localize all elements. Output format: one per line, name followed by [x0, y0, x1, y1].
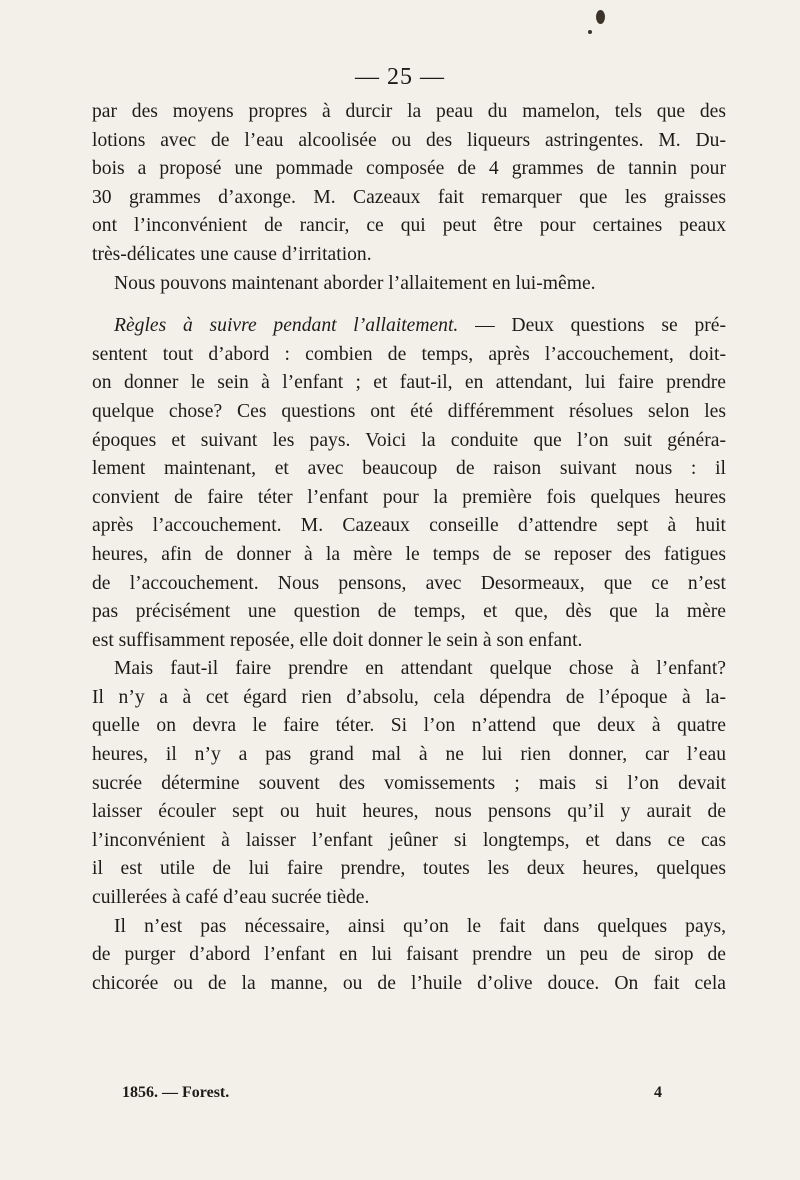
text-line: après l’accouchement. M. Cazeaux conseille d’attendre sept à huit — [92, 515, 726, 537]
signature-mark: 4 — [654, 1084, 662, 1101]
paragraph-purging — [92, 913, 726, 999]
body-text — [92, 98, 726, 998]
text-line: lotions avec de l’eau alcoolisée ou des liqueurs astringentes. M. Du- — [92, 129, 726, 151]
text-fragment: — Deux questions se pré- — [458, 315, 726, 337]
text-line: très-délicates une cause d’irritation. — [92, 243, 372, 265]
text-line: de purger d’abord l’enfant en lui faisant prendre un peu de sirop de — [92, 944, 726, 966]
text-line: est suffisamment reposée, elle doit donner le sein à son enfant. — [92, 629, 583, 651]
ink-speck — [596, 10, 605, 24]
text-line: lement maintenant, et avec beaucoup de raison suivant nous : il — [92, 458, 726, 480]
text-line: on donner le sein à l’enfant ; et faut-il, en attendant, lui faire prendre — [92, 372, 726, 394]
text-line: de l’accouchement. Nous pensons, avec Desormeaux, que ce n’est — [92, 572, 726, 594]
text-line: cuillerées à café d’eau sucrée tiède. — [92, 887, 370, 909]
paragraph-feeding — [92, 655, 726, 912]
section-heading: Règles à suivre pendant l’allaitement. — [114, 315, 459, 337]
text-line: Nous pouvons maintenant aborder l’allaitement en lui-même. — [114, 272, 596, 294]
text-line: Il n’est pas nécessaire, ainsi qu’on le fait dans quelques pays, — [114, 915, 726, 937]
text-line — [92, 312, 726, 341]
text-line: ont l’inconvénient de rancir, ce qui peut être pour certaines peaux — [92, 215, 726, 237]
text-line: il est utile de lui faire prendre, toutes les deux heures, quelques — [92, 858, 726, 880]
text-line: laisser écouler sept ou huit heures, nous pensons qu’il y aurait de — [92, 801, 726, 823]
printer-signature: 1856. — Forest. — [122, 1084, 230, 1101]
text-line: heures, afin de donner à la mère le temps de se reposer des fatigues — [92, 543, 726, 565]
text-line: quelle on devra le faire téter. Si l’on n’attend que deux à quatre — [92, 715, 726, 737]
text-line: quelque chose? Ces questions ont été différemment résolues selon les — [92, 400, 726, 422]
text-line: heures, il n’y a pas grand mal à ne lui rien donner, car l’eau — [92, 744, 726, 766]
text-line: époques et suivant les pays. Voici la conduite que l’on suit généra- — [92, 429, 726, 451]
ink-speck — [588, 30, 592, 34]
text-line: sentent tout d’abord : combien de temps, après l’accouchement, doit- — [92, 343, 726, 365]
text-line: pas précisément une question de temps, et que, dès que la mère — [92, 601, 726, 623]
paragraph-rules — [92, 312, 726, 655]
text-line: Mais faut-il faire prendre en attendant quelque chose à l’enfant? — [114, 658, 726, 680]
text-line: chicorée ou de la manne, ou de l’huile d’olive douce. On fait cela — [92, 972, 726, 994]
text-line: 30 grammes d’axonge. M. Cazeaux fait remarquer que les graisses — [92, 186, 726, 208]
text-line: par des moyens propres à durcir la peau du mamelon, tels que des — [92, 101, 726, 122]
text-line: l’inconvénient à laisser l’enfant jeûner si longtemps, et dans ce cas — [92, 829, 726, 851]
section-gap — [92, 298, 726, 312]
text-line: sucrée détermine souvent des vomissements ; mais si l’on devait — [92, 772, 726, 794]
text-line: Il n’y a à cet égard rien d’absolu, cela dépendra de l’époque à la- — [92, 686, 726, 708]
page-number: — 25 — — [355, 64, 445, 90]
text-line: bois a proposé une pommade composée de 4 grammes de tannin pour — [92, 158, 726, 180]
paragraph-continued — [92, 98, 726, 270]
text-line: convient de faire téter l’enfant pour la première fois quelques heures — [92, 486, 726, 508]
paragraph-transition — [92, 270, 726, 299]
